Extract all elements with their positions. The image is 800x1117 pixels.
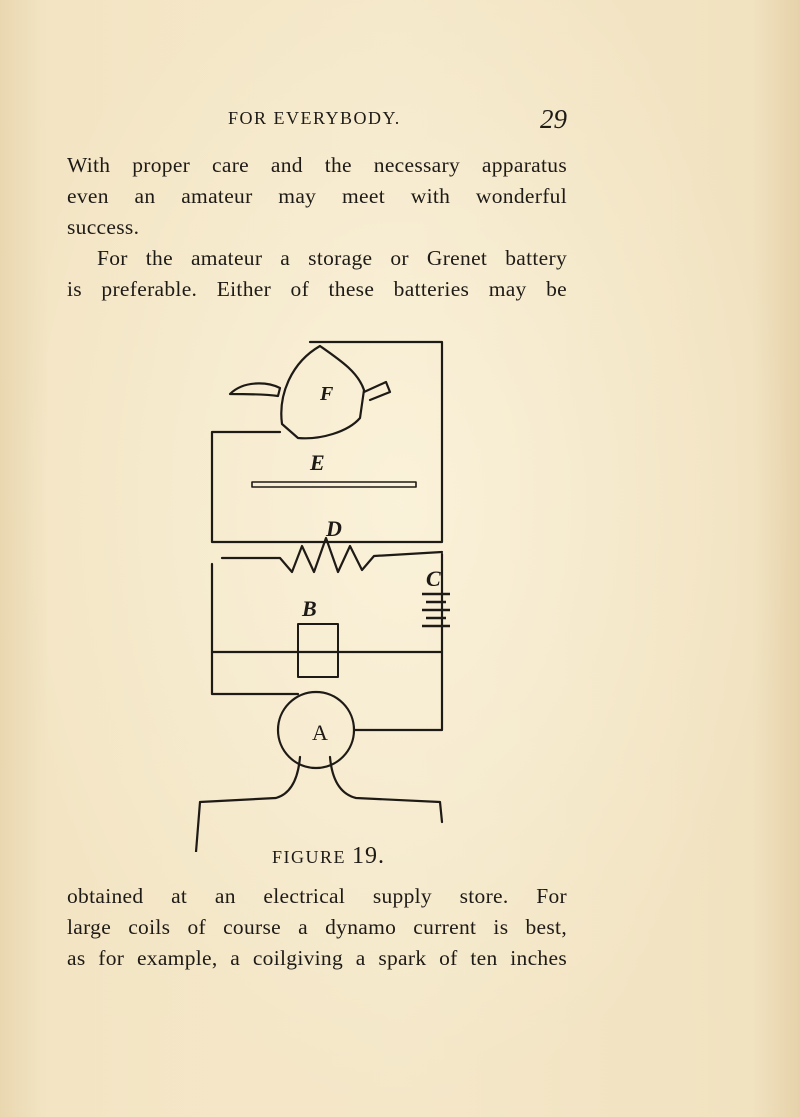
paragraph-3-line-3: as for example, a coilgiving a spark of ten inches <box>67 946 567 970</box>
wire-lower-loop <box>212 652 298 694</box>
ammeter-leads <box>196 757 300 852</box>
label-e: E <box>310 450 325 475</box>
battery-box <box>298 624 338 677</box>
label-c: C <box>426 566 441 591</box>
label-d: D <box>326 516 342 541</box>
paragraph-1-line-3: success. <box>67 215 140 239</box>
paragraph-3-line-2: large coils of course a dynamo current is best, <box>67 915 567 939</box>
running-head-title: FOR EVERYBODY. <box>228 108 401 128</box>
fan-right-blade <box>364 382 390 400</box>
wire-outer-top <box>320 340 442 852</box>
wire-middle-loop <box>212 554 442 652</box>
figure-caption <box>272 843 385 870</box>
fan-left-blade <box>230 383 280 396</box>
condenser-plates <box>422 594 450 626</box>
paragraph-1-line-2: even an amateur may meet with wonderful <box>67 184 567 208</box>
wire-ammeter-right <box>354 652 442 730</box>
running-head <box>228 104 588 138</box>
paragraph-1-line-1: With proper care and the necessary apparatus <box>67 153 567 177</box>
paragraph-3-line-1: obtained at an electrical supply store. For <box>67 884 567 908</box>
paragraph-2-line-2: is preferable. Either of these batteries may be <box>67 277 567 301</box>
label-b: B <box>302 596 317 621</box>
circuit-diagram <box>180 332 480 852</box>
label-a: A <box>312 720 328 745</box>
label-f: F <box>320 383 334 405</box>
figure-caption-number: 19. <box>352 843 386 869</box>
figure-caption-prefix: FIGURE <box>272 847 347 867</box>
page-number: 29 <box>540 104 567 134</box>
wire-upper-loop <box>212 342 442 542</box>
electrode-bar <box>252 482 416 487</box>
ammeter-leads-right <box>330 757 442 822</box>
paragraph-2-line-1: For the amateur a storage or Grenet battery <box>97 246 567 270</box>
